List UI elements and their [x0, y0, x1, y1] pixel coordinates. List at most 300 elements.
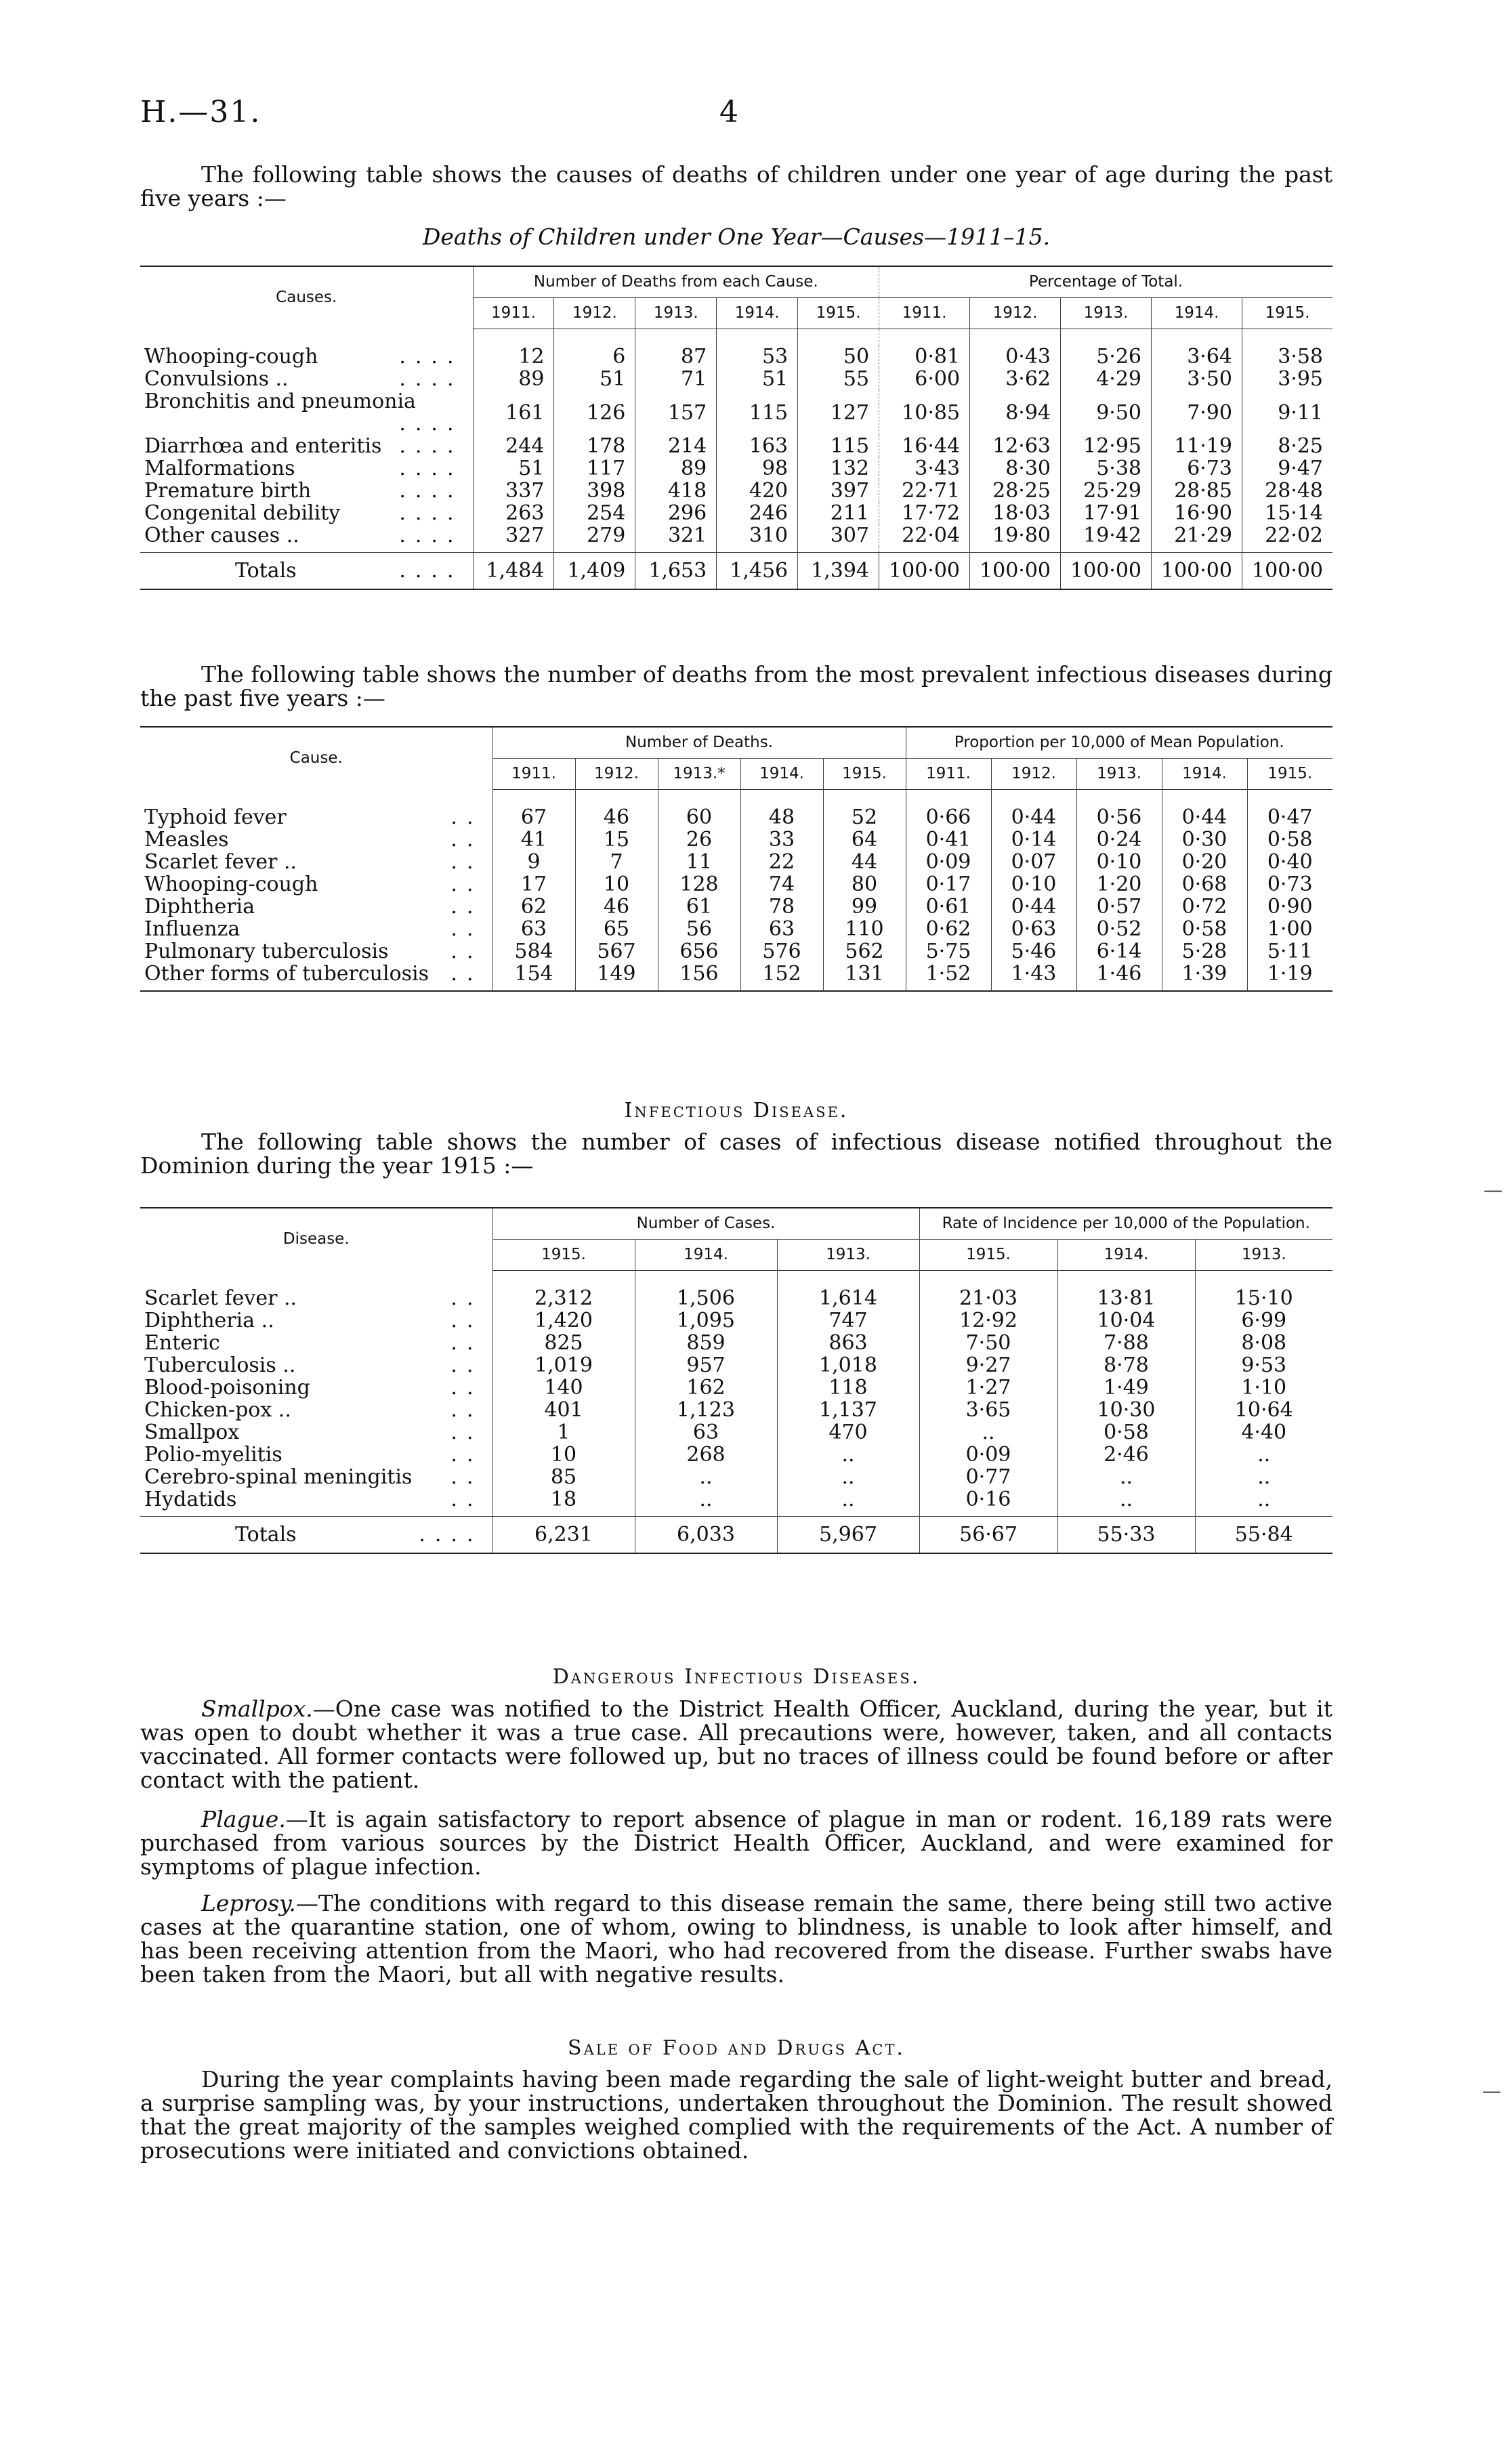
table-cell: 1,409 — [554, 553, 635, 590]
table-cell: 0·58 — [1162, 918, 1247, 940]
table-cell: 18 — [492, 1488, 635, 1511]
table-cell: 67 — [492, 806, 575, 828]
row-label: Smallpox .. — [144, 1421, 483, 1444]
totals-row — [140, 553, 1332, 590]
year-header: 1913. — [635, 298, 717, 329]
table-cell: 279 — [554, 524, 635, 547]
year-header: 1914. — [1152, 298, 1242, 329]
table-cell: 0·40 — [1247, 851, 1332, 873]
table-cell: 5·26 — [1061, 345, 1152, 368]
table-cell: 0·16 — [919, 1488, 1057, 1511]
table-cell: 140 — [492, 1376, 635, 1399]
table-cell: 53 — [717, 345, 798, 368]
table-cell: 1,653 — [635, 553, 717, 590]
table-cell: 0·17 — [906, 873, 991, 896]
table-row — [140, 1376, 1332, 1399]
table-cell: .. — [1195, 1466, 1332, 1488]
table-cell: 8·30 — [970, 457, 1061, 480]
year-header: 1914. — [635, 1240, 777, 1271]
row-label: Polio-myelitis .. — [144, 1443, 483, 1467]
table-cell: 0·09 — [906, 851, 991, 873]
table-cell: 825 — [492, 1332, 635, 1354]
year-header: 1911. — [473, 298, 554, 329]
table-cell: 2·46 — [1057, 1444, 1195, 1466]
table-cell: 74 — [740, 873, 823, 896]
row-label: Whooping-cough .... — [144, 345, 463, 369]
table-cell: 9·50 — [1061, 390, 1152, 435]
table-cell: 132 — [798, 457, 879, 480]
margin-mark: — — [1482, 2080, 1501, 2102]
margin-mark: — — [1484, 1179, 1503, 1201]
food-drugs-title: Sale of Food and Drugs Act. — [568, 2036, 905, 2060]
table-cell: 1·10 — [1195, 1376, 1332, 1399]
table-cell: 149 — [575, 963, 658, 985]
table-cell: 401 — [492, 1399, 635, 1421]
table-cell: 5·38 — [1061, 457, 1152, 480]
table-cell: 0·44 — [1162, 806, 1247, 828]
table-cell: 62 — [492, 896, 575, 918]
table-cell: 6·99 — [1195, 1309, 1332, 1332]
table-cell: 65 — [575, 918, 658, 940]
table-cell: 12·92 — [919, 1309, 1057, 1332]
table-row — [140, 1354, 1332, 1376]
stub-header: Cause. — [140, 727, 492, 790]
row-label: Diphtheria .. — [144, 895, 483, 919]
table-cell: 1,420 — [492, 1309, 635, 1332]
group-header-number: Number of Deaths from each Cause. — [473, 266, 879, 298]
table-cell: 100·00 — [1061, 553, 1152, 590]
plague-paragraph: Plague.—It is again satisfactory to report absence of plague in man or rodent. 16,189 rats were purchased from various sources by the District Health Officer, Auckland, and were examined for symptoms of plague infection. — [140, 1806, 1332, 1880]
table-cell: 22·71 — [879, 480, 970, 502]
table-cell: 0·62 — [906, 918, 991, 940]
table-row — [140, 806, 1332, 828]
table-cell: 55 — [798, 368, 879, 390]
table-cell: 4·29 — [1061, 368, 1152, 390]
table-cell: 56·67 — [919, 1517, 1057, 1554]
table-cell: 22·04 — [879, 524, 970, 547]
table-row — [140, 1444, 1332, 1466]
table-cell: 51 — [473, 457, 554, 480]
row-label: Scarlet fever .. .. — [144, 850, 483, 874]
year-header: 1912. — [991, 759, 1076, 790]
table-cell: 51 — [717, 368, 798, 390]
table-cell: 21·29 — [1152, 524, 1242, 547]
table-cell: 268 — [635, 1444, 777, 1466]
table-cell: 0·30 — [1162, 828, 1247, 851]
table-cell: 263 — [473, 502, 554, 524]
table-cell: 8·25 — [1242, 435, 1332, 457]
table-cell: 0·20 — [1162, 851, 1247, 873]
page-number: 4 — [719, 95, 738, 129]
table-cell: 100·00 — [970, 553, 1061, 590]
table-cell: 1·00 — [1247, 918, 1332, 940]
table-cell: 13·81 — [1057, 1287, 1195, 1309]
table-cell: 5·75 — [906, 940, 991, 963]
year-header: 1913. — [1195, 1240, 1332, 1271]
table-row — [140, 435, 1332, 457]
year-header: 1912. — [970, 298, 1061, 329]
row-label: Tuberculosis .. .. — [144, 1353, 483, 1377]
year-header: 1915. — [1242, 298, 1332, 329]
table-cell: 420 — [717, 480, 798, 502]
row-label: Other causes .. .... — [144, 524, 463, 547]
table-cell: 0·81 — [879, 345, 970, 368]
intro-paragraph-1: The following table shows the causes of deaths of children under one year of age during the past five years :— — [140, 161, 1332, 211]
table1-caption: Deaths of Children under One Year—Causes—1911–15. — [422, 224, 1051, 250]
smallpox-paragraph: Smallpox.—One case was notified to the District Health Officer, Auckland, during the year, but it was open to doubt whether it was a true case. All precautions were, however, taken, and all contacts vaccinated. All former contacts were followed up, but no traces of illness could be found before or after contact with the patient. — [140, 1696, 1332, 1793]
table-cell: 327 — [473, 524, 554, 547]
table-cell: 562 — [823, 940, 906, 963]
table-cell: 0·07 — [991, 851, 1076, 873]
table-cell: 3·95 — [1242, 368, 1332, 390]
table-cell: 9·27 — [919, 1354, 1057, 1376]
table-cell: 397 — [798, 480, 879, 502]
infectious-disease-title: Infectious Disease. — [624, 1099, 849, 1122]
table-cell: 33 — [740, 828, 823, 851]
table-cell: 0·63 — [991, 918, 1076, 940]
table-cell: 5·28 — [1162, 940, 1247, 963]
table-cell: 52 — [823, 806, 906, 828]
group-header-percentage: Percentage of Total. — [879, 266, 1332, 298]
table-cell: 115 — [798, 435, 879, 457]
table-row — [140, 1421, 1332, 1444]
table-cell: 44 — [823, 851, 906, 873]
table-cell: 41 — [492, 828, 575, 851]
table-cell: 12·95 — [1061, 435, 1152, 457]
table-cell: 0·44 — [991, 896, 1076, 918]
food-drugs-paragraph: During the year complaints having been made regarding the sale of light-weight butter and bread, a surprise sampling was, by your instructions, undertaken throughout the Dominion. The result showed that the great majority of the samples weighed complied with the requirements of the Act. A number of prosecutions were initiated and convictions obtained. — [140, 2066, 1332, 2164]
table-row — [140, 1287, 1332, 1309]
table-cell: 56 — [658, 918, 740, 940]
table-cell: 1·19 — [1247, 963, 1332, 985]
table-cell: 21·03 — [919, 1287, 1057, 1309]
table-cell: 10·85 — [879, 390, 970, 435]
table-cell: 1·46 — [1076, 963, 1162, 985]
year-header: 1914. — [717, 298, 798, 329]
table-cell: 63 — [492, 918, 575, 940]
group-header-deaths: Number of Deaths. — [492, 727, 906, 759]
row-label: Other forms of tuberculosis .. — [144, 962, 483, 986]
row-label: Typhoid fever .. — [144, 805, 483, 829]
table-row — [140, 828, 1332, 851]
table-cell: 246 — [717, 502, 798, 524]
table-cell: 11 — [658, 851, 740, 873]
table-cell: 0·10 — [991, 873, 1076, 896]
year-header: 1911. — [906, 759, 991, 790]
year-header: 1915. — [1247, 759, 1332, 790]
year-header: 1912. — [575, 759, 658, 790]
year-header: 1913.* — [658, 759, 740, 790]
table-cell: 131 — [823, 963, 906, 985]
table-cell: 7·88 — [1057, 1332, 1195, 1354]
table-cell: 0·72 — [1162, 896, 1247, 918]
table-cell: 17 — [492, 873, 575, 896]
table-cell: 863 — [777, 1332, 919, 1354]
table-row — [140, 896, 1332, 918]
totals-label: Totals .... — [140, 1517, 492, 1554]
table-cell: 214 — [635, 435, 717, 457]
notified-cases-table — [140, 1207, 1332, 1554]
table-row — [140, 963, 1332, 985]
table-cell: 10·30 — [1057, 1399, 1195, 1421]
table-cell: 60 — [658, 806, 740, 828]
table-cell: 1·27 — [919, 1376, 1057, 1399]
table-cell: .. — [635, 1488, 777, 1511]
row-label: Whooping-cough .. — [144, 872, 483, 896]
table-cell: 17·72 — [879, 502, 970, 524]
table-row — [140, 1399, 1332, 1421]
table-cell: 80 — [823, 873, 906, 896]
table-cell: 48 — [740, 806, 823, 828]
table-cell: 61 — [658, 896, 740, 918]
table-cell: 28·25 — [970, 480, 1061, 502]
table-cell: .. — [919, 1421, 1057, 1444]
table-cell: 398 — [554, 480, 635, 502]
table-cell: 211 — [798, 502, 879, 524]
table-cell: 0·68 — [1162, 873, 1247, 896]
year-header: 1915. — [919, 1240, 1057, 1271]
table-cell: 0·43 — [970, 345, 1061, 368]
table-cell: 7·50 — [919, 1332, 1057, 1354]
table-cell: 7 — [575, 851, 658, 873]
table-cell: 3·65 — [919, 1399, 1057, 1421]
table-cell: 1·49 — [1057, 1376, 1195, 1399]
table-cell: 25·29 — [1061, 480, 1152, 502]
row-label: Influenza .. — [144, 917, 483, 941]
infectious-deaths-rows — [140, 806, 1332, 985]
table-cell: 51 — [554, 368, 635, 390]
table-cell: 163 — [717, 435, 798, 457]
table-cell: 3·62 — [970, 368, 1061, 390]
row-label: Congenital debility .... — [144, 501, 463, 525]
table-cell: 1,137 — [777, 1399, 919, 1421]
table-cell: 0·58 — [1247, 828, 1332, 851]
table-cell: 0·14 — [991, 828, 1076, 851]
table-cell: 63 — [635, 1421, 777, 1444]
table-cell: 6,033 — [635, 1517, 777, 1554]
table-cell: 0·09 — [919, 1444, 1057, 1466]
table-cell: 118 — [777, 1376, 919, 1399]
table-row — [140, 480, 1332, 502]
table-row — [140, 1309, 1332, 1332]
table-cell: 296 — [635, 502, 717, 524]
table-cell: 16·44 — [879, 435, 970, 457]
table-cell: 0·52 — [1076, 918, 1162, 940]
table-cell: 12 — [473, 345, 554, 368]
table-cell: 71 — [635, 368, 717, 390]
table-row — [140, 851, 1332, 873]
stub-header: Disease. — [140, 1208, 492, 1271]
document-code: H.—31. — [140, 95, 261, 129]
table-cell: 0·24 — [1076, 828, 1162, 851]
table-cell: 15 — [575, 828, 658, 851]
row-label: Convulsions .. .... — [144, 367, 463, 391]
table-cell: 8·94 — [970, 390, 1061, 435]
year-header: 1915. — [798, 298, 879, 329]
table-row — [140, 918, 1332, 940]
table-cell: .. — [777, 1466, 919, 1488]
row-label: Scarlet fever .. .. — [144, 1286, 483, 1310]
table-cell: 0·90 — [1247, 896, 1332, 918]
table-cell: 8·78 — [1057, 1354, 1195, 1376]
table-cell: 5·46 — [991, 940, 1076, 963]
row-label: Malformations .... — [144, 457, 463, 480]
table-cell: 576 — [740, 940, 823, 963]
row-label: Measles .. — [144, 828, 483, 851]
dangerous-diseases-title: Dangerous Infectious Diseases. — [552, 1665, 921, 1689]
table-cell: 0·10 — [1076, 851, 1162, 873]
table-cell: 9 — [492, 851, 575, 873]
table-cell: 55·33 — [1057, 1517, 1195, 1554]
table-cell: 10·64 — [1195, 1399, 1332, 1421]
year-header: 1913. — [1076, 759, 1162, 790]
table-cell: 747 — [777, 1309, 919, 1332]
table-cell: 6·73 — [1152, 457, 1242, 480]
table-cell: 6·00 — [879, 368, 970, 390]
table-row — [140, 345, 1332, 368]
table-cell: 18·03 — [970, 502, 1061, 524]
table-row — [140, 1488, 1332, 1511]
table-cell: 152 — [740, 963, 823, 985]
table-cell: 110 — [823, 918, 906, 940]
table-cell: 46 — [575, 896, 658, 918]
table-cell: .. — [1195, 1444, 1332, 1466]
table-cell: 584 — [492, 940, 575, 963]
table-cell: 161 — [473, 390, 554, 435]
row-label: Enteric .. — [144, 1331, 483, 1355]
table-cell: 178 — [554, 435, 635, 457]
table-cell: 9·47 — [1242, 457, 1332, 480]
table-cell: 0·56 — [1076, 806, 1162, 828]
table-cell: 10·04 — [1057, 1309, 1195, 1332]
year-header: 1913. — [1061, 298, 1152, 329]
table-cell: 17·91 — [1061, 502, 1152, 524]
table-cell: 99 — [823, 896, 906, 918]
table-cell: 0·44 — [991, 806, 1076, 828]
year-header: 1913. — [777, 1240, 919, 1271]
table-cell: 85 — [492, 1466, 635, 1488]
table-cell: .. — [777, 1488, 919, 1511]
table-row — [140, 1466, 1332, 1488]
year-header: 1914. — [1057, 1240, 1195, 1271]
table-cell: 154 — [492, 963, 575, 985]
year-header: 1911. — [879, 298, 970, 329]
group-header-proportion: Proportion per 10,000 of Mean Population. — [906, 727, 1332, 759]
row-label: Diarrhœa and enteritis .... — [144, 434, 463, 458]
row-label: Premature birth .... — [144, 479, 463, 503]
totals-label: Totals .... — [140, 553, 473, 590]
table-cell: 1,123 — [635, 1399, 777, 1421]
table-cell: 254 — [554, 502, 635, 524]
table-cell: 3·58 — [1242, 345, 1332, 368]
table-cell: 9·53 — [1195, 1354, 1332, 1376]
table-cell: 15·10 — [1195, 1287, 1332, 1309]
table-cell: 1,394 — [798, 553, 879, 590]
table-cell: .. — [635, 1466, 777, 1488]
table-cell: 22·02 — [1242, 524, 1332, 547]
table-cell: 117 — [554, 457, 635, 480]
table-cell: 957 — [635, 1354, 777, 1376]
row-label: Diphtheria .. .. — [144, 1309, 483, 1332]
table-cell: 162 — [635, 1376, 777, 1399]
table-cell: 9·11 — [1242, 390, 1332, 435]
table-cell: 87 — [635, 345, 717, 368]
table-cell: 100·00 — [1242, 553, 1332, 590]
table-cell: 1 — [492, 1421, 635, 1444]
table-cell: 128 — [658, 873, 740, 896]
table-row — [140, 1332, 1332, 1354]
table-cell: 28·48 — [1242, 480, 1332, 502]
table-cell: 126 — [554, 390, 635, 435]
table-cell: 28·85 — [1152, 480, 1242, 502]
table-cell: 55·84 — [1195, 1517, 1332, 1554]
table-cell: 3·43 — [879, 457, 970, 480]
table-cell: 12·63 — [970, 435, 1061, 457]
table-cell: 5,967 — [777, 1517, 919, 1554]
table-cell: 656 — [658, 940, 740, 963]
row-label: Hydatids .. — [144, 1488, 483, 1511]
table-cell: 1,614 — [777, 1287, 919, 1309]
table-cell: 307 — [798, 524, 879, 547]
table-cell: 100·00 — [879, 553, 970, 590]
year-header: 1915. — [492, 1240, 635, 1271]
table-cell: 859 — [635, 1332, 777, 1354]
row-label: Chicken-pox .. .. — [144, 1398, 483, 1422]
table-cell: 156 — [658, 963, 740, 985]
table-cell: 64 — [823, 828, 906, 851]
year-header: 1911. — [492, 759, 575, 790]
table-cell: 15·14 — [1242, 502, 1332, 524]
table-cell: 2,312 — [492, 1287, 635, 1309]
table-cell: 10 — [492, 1444, 635, 1466]
table-cell: 115 — [717, 390, 798, 435]
table-cell: 78 — [740, 896, 823, 918]
table-cell: 1,095 — [635, 1309, 777, 1332]
table-cell: 1,018 — [777, 1354, 919, 1376]
table-cell: 7·90 — [1152, 390, 1242, 435]
table-cell: 0·66 — [906, 806, 991, 828]
table-cell: 3·64 — [1152, 345, 1242, 368]
table-cell: 0·47 — [1247, 806, 1332, 828]
table-cell: 1·43 — [991, 963, 1076, 985]
table-cell: 1·39 — [1162, 963, 1247, 985]
stub-header: Causes. — [140, 266, 473, 329]
table-cell: 337 — [473, 480, 554, 502]
table-cell: 98 — [717, 457, 798, 480]
notified-cases-rows — [140, 1287, 1332, 1511]
table-cell: .. — [1057, 1488, 1195, 1511]
table-row — [140, 524, 1332, 547]
table-cell: 6·14 — [1076, 940, 1162, 963]
table-row — [140, 873, 1332, 896]
table-cell: 0·73 — [1247, 873, 1332, 896]
table-cell: 4·40 — [1195, 1421, 1332, 1444]
table-cell: 19·80 — [970, 524, 1061, 547]
table-row — [140, 368, 1332, 390]
infant-deaths-rows — [140, 345, 1332, 547]
table-cell: 22 — [740, 851, 823, 873]
table-row — [140, 940, 1332, 963]
leprosy-paragraph: Leprosy.—The conditions with regard to this disease remain the same, there being still two active cases at the quarantine station, one of whom, owing to blindness, is unable to look after himself, and has been receiving attention from the Maori, who had recovered from the disease. Further swabs have been taken from the Maori, but all with negative results. — [140, 1890, 1332, 1987]
group-header-rate: Rate of Incidence per 10,000 of the Population. — [919, 1208, 1332, 1240]
table-cell: 100·00 — [1152, 553, 1242, 590]
table-cell: 50 — [798, 345, 879, 368]
table-cell: 418 — [635, 480, 717, 502]
year-header: 1914. — [740, 759, 823, 790]
table-cell: 0·41 — [906, 828, 991, 851]
table-cell: 8·08 — [1195, 1332, 1332, 1354]
table-cell: 321 — [635, 524, 717, 547]
